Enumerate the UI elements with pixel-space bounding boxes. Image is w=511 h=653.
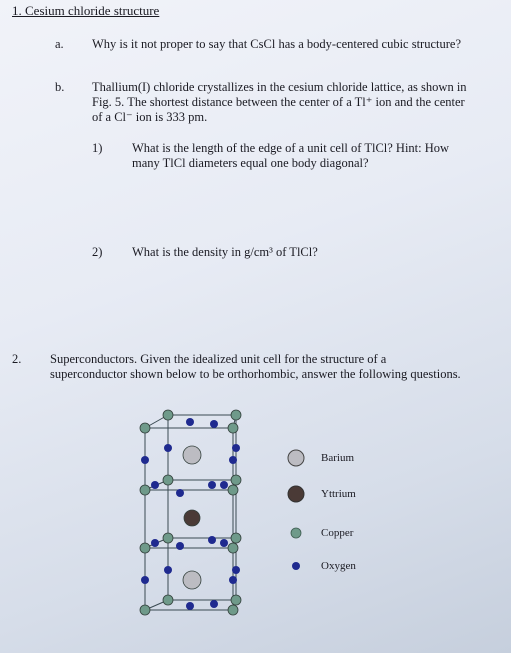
item-a-text: Why is it not proper to say that CsCl has a body-centered cubic structure? [92, 37, 461, 51]
oxygen-atom [151, 539, 159, 547]
oxygen-atom [151, 481, 159, 489]
oxygen-atom [176, 489, 184, 497]
copper-atom [163, 475, 173, 485]
oxygen-atom [229, 576, 237, 584]
oxygen-atom [141, 456, 149, 464]
oxygen-atom [164, 444, 172, 452]
oxygen-atom [176, 542, 184, 550]
oxygen-atom [229, 456, 237, 464]
oxygen-atom [220, 481, 228, 489]
legend-label-copper: Copper [321, 527, 354, 539]
oxygen-atom [164, 566, 172, 574]
question-1-line-2: many TlCl diameters equal one body diagonal? [132, 156, 369, 170]
oxygen-atom [186, 602, 194, 610]
oxygen-atom [141, 576, 149, 584]
copper-atom [228, 423, 238, 433]
section-2-line-1: Superconductors. Given the idealized unit cell for the structure of a [50, 352, 387, 366]
copper-atom [140, 605, 150, 615]
copper-atom [228, 485, 238, 495]
item-b-line-1: Thallium(I) chloride crystallizes in the cesium chloride lattice, as shown in [92, 80, 467, 94]
oxygen-atom [210, 420, 218, 428]
oxygen-atom [232, 444, 240, 452]
copper-atom [163, 410, 173, 420]
section-1-title: 1. Cesium chloride structure [12, 3, 160, 18]
oxygen-atom [208, 481, 216, 489]
question-1-line-1: What is the length of the edge of a unit cell of TlCl? Hint: How [132, 141, 450, 155]
oxygen-atom [220, 539, 228, 547]
copper-atom [228, 543, 238, 553]
barium-atom [183, 446, 201, 464]
section-2-line-2: superconductor shown below to be orthorhombic, answer the following questions. [50, 367, 461, 381]
question-1-marker: 1) [92, 141, 103, 155]
oxygen-atom [208, 536, 216, 544]
item-a-marker: a. [55, 37, 64, 51]
copper-atom [231, 475, 241, 485]
copper-atom [140, 423, 150, 433]
item-b-line-2: Fig. 5. The shortest distance between the center of a Tl⁺ ion and the center [92, 95, 465, 109]
copper-atom [140, 485, 150, 495]
legend-label-barium: Barium [321, 452, 354, 464]
copper-atom [163, 595, 173, 605]
barium-atom [183, 571, 201, 589]
legend-label-yttrium: Yttrium [321, 488, 356, 500]
item-b-line-3: of a Cl⁻ ion is 333 pm. [92, 110, 208, 124]
question-2-text: What is the density in g/cm³ of TlCl? [132, 245, 318, 259]
item-b-marker: b. [55, 80, 65, 94]
oxygen-atom [232, 566, 240, 574]
yttrium-atom [184, 510, 200, 526]
legend-label-oxygen: Oxygen [321, 560, 356, 572]
section-2-marker: 2. [12, 352, 22, 366]
copper-atom [231, 410, 241, 420]
copper-atom [163, 533, 173, 543]
copper-atom [228, 605, 238, 615]
copper-atom [231, 533, 241, 543]
question-2-marker: 2) [92, 245, 103, 259]
oxygen-atom [186, 418, 194, 426]
copper-atom [140, 543, 150, 553]
oxygen-atom [210, 600, 218, 608]
copper-atom [231, 595, 241, 605]
